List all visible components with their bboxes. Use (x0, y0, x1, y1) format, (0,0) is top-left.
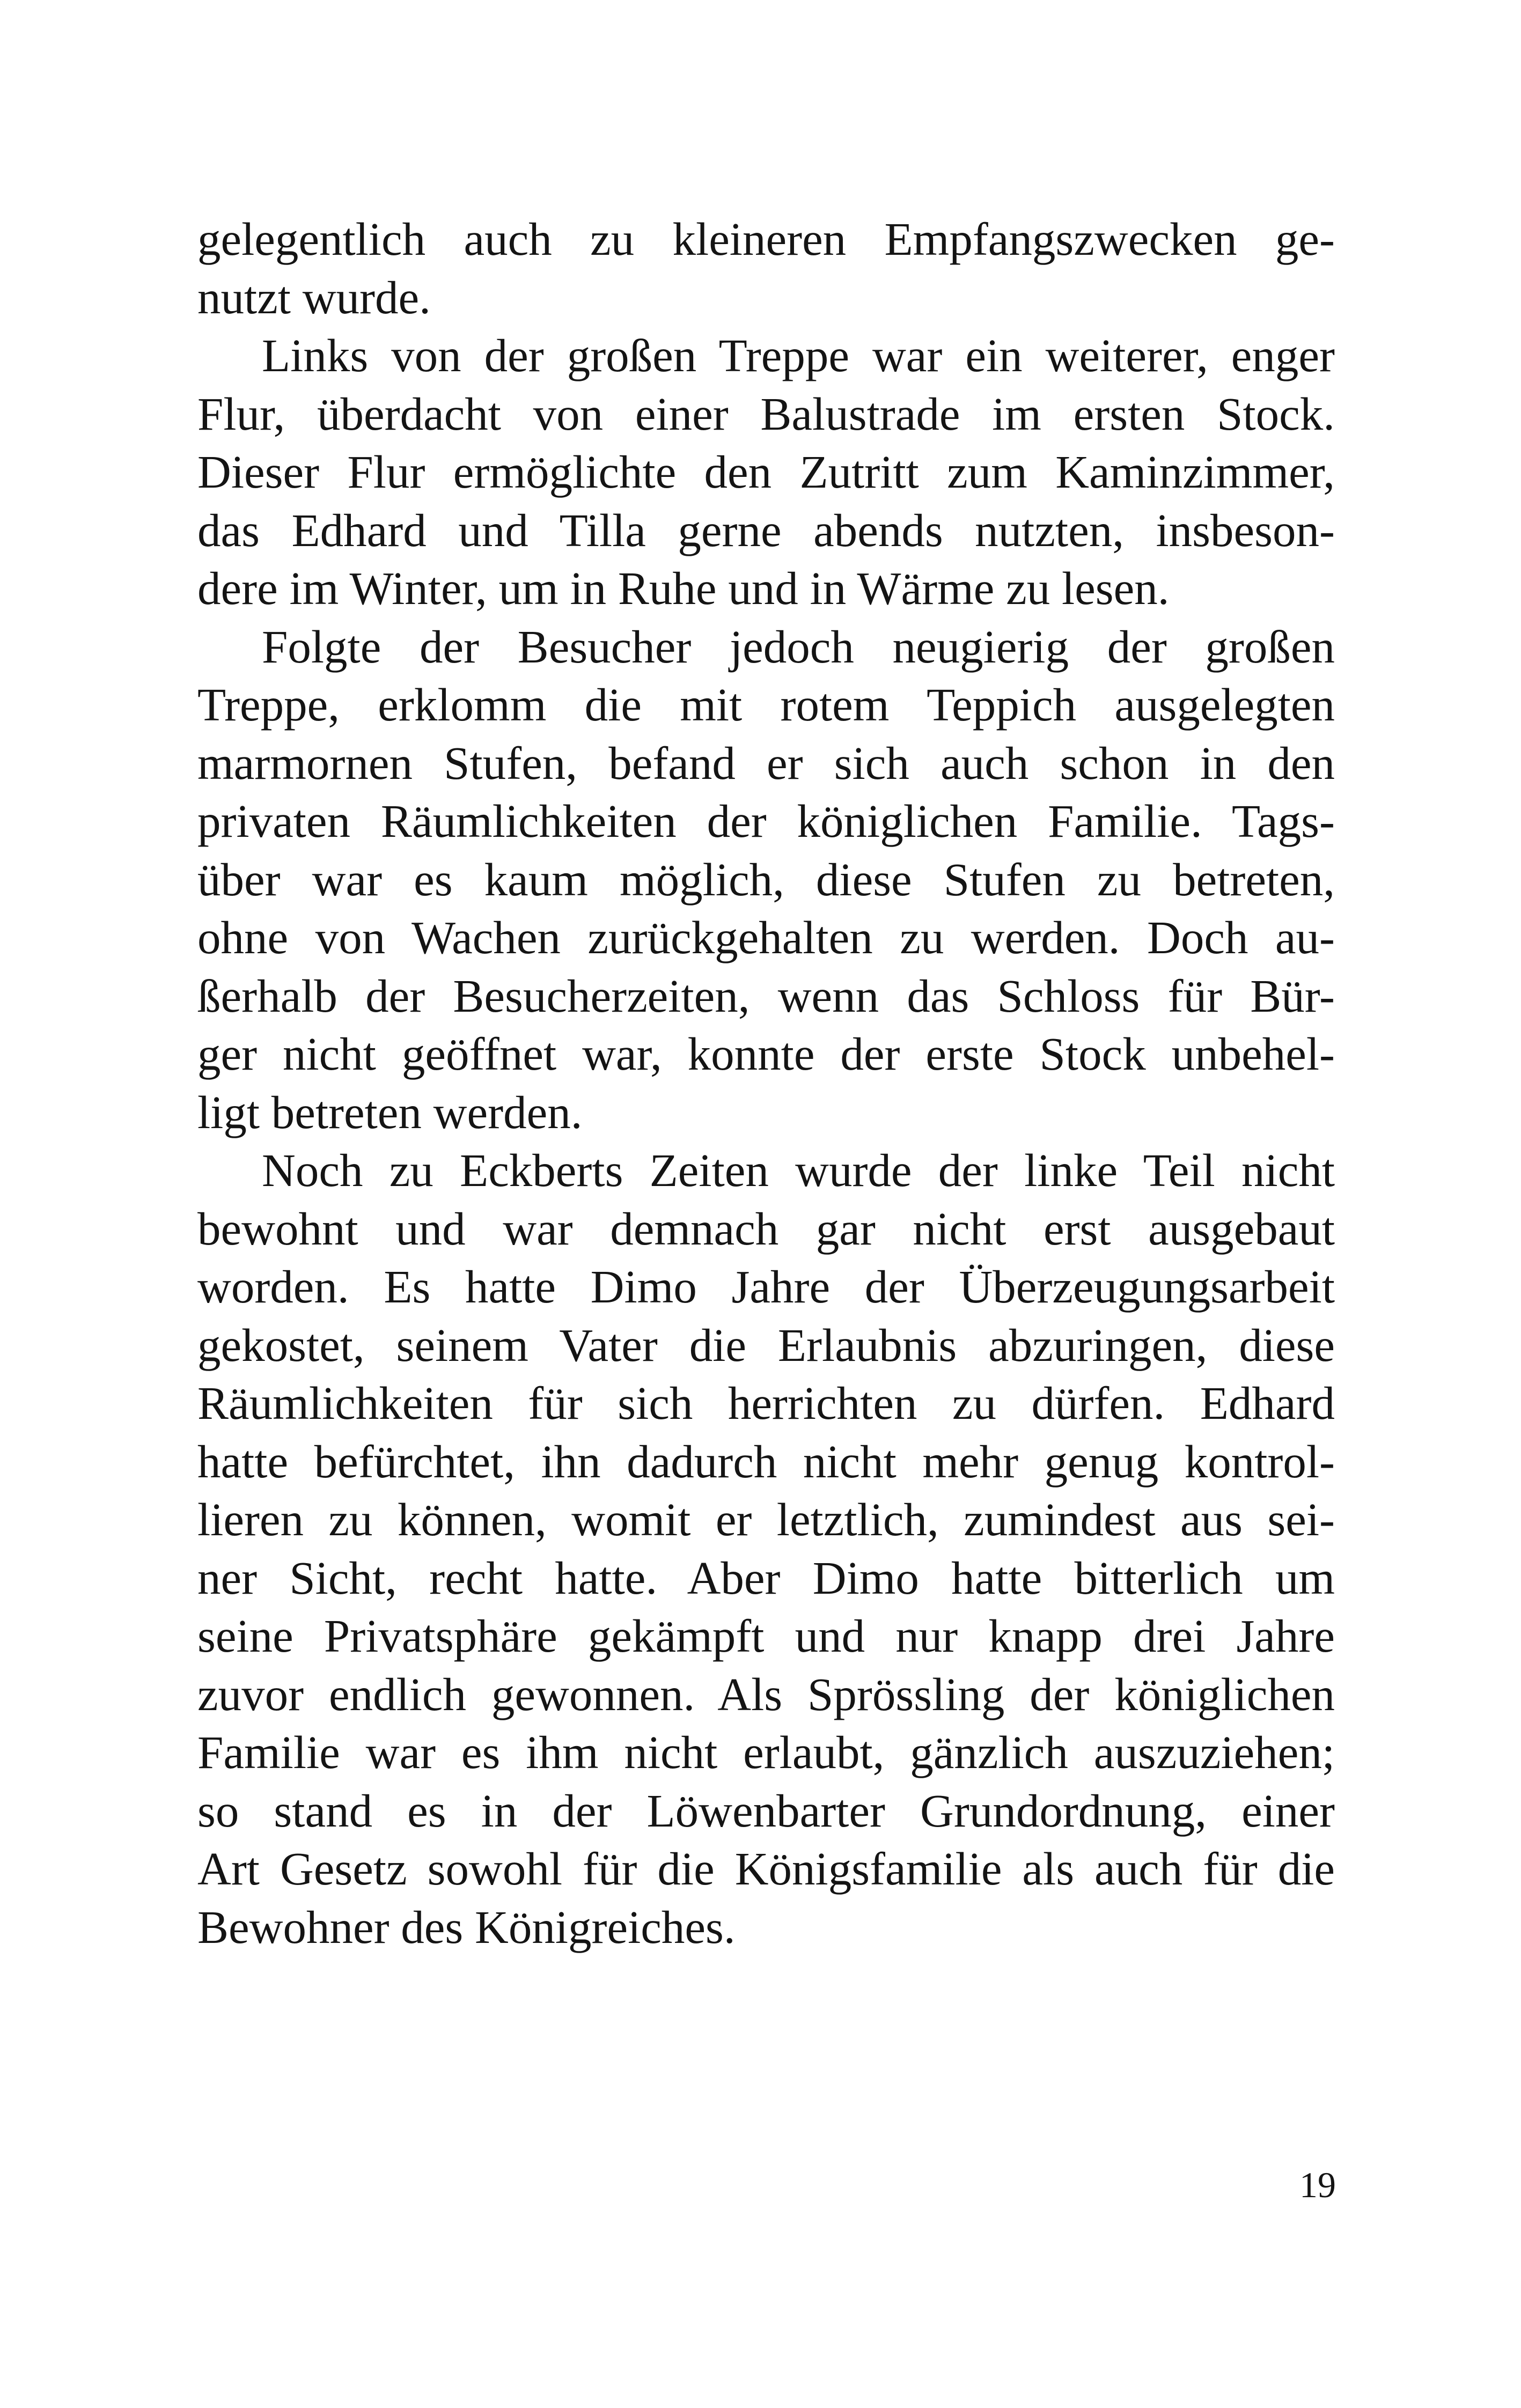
paragraph-line: Treppe, erklomm die mit rotem Teppich ausgelegten (197, 679, 1335, 731)
paragraph-line: Links von der großen Treppe war ein weiterer, enger (262, 329, 1335, 381)
paragraph-line: ohne von Wachen zurückgehalten zu werden. Doch au- (197, 911, 1335, 963)
paragraph-line: lieren zu können, womit er letztlich, zumindest aus sei- (197, 1493, 1335, 1545)
paragraph-line: gekostet, seinem Vater die Erlaubnis abzuringen, diese (197, 1319, 1335, 1371)
paragraph-line: ligt betreten werden. (197, 1086, 583, 1138)
paragraph-line: ßerhalb der Besucherzeiten, wenn das Schloss für Bür- (197, 969, 1335, 1022)
paragraph-line: Dieser Flur ermöglichte den Zutritt zum Kaminzimmer, (197, 446, 1335, 498)
paragraph-line: so stand es in der Löwenbarter Grundordnung, einer (197, 1784, 1335, 1837)
paragraph-line: marmornen Stufen, befand er sich auch schon in den (197, 737, 1335, 789)
paragraph-line: zuvor endlich gewonnen. Als Sprössling der königlichen (197, 1668, 1335, 1720)
paragraph-line: worden. Es hatte Dimo Jahre der Überzeugungsarbeit (197, 1261, 1335, 1313)
paragraph-line: dere im Winter, um in Ruhe und in Wärme zu lesen. (197, 562, 1170, 614)
paragraph-line: Noch zu Eckberts Zeiten wurde der linke Teil nicht (262, 1144, 1335, 1196)
paragraph-line: Familie war es ihm nicht erlaubt, gänzlich auszuziehen; (197, 1726, 1335, 1778)
body-text (197, 210, 1335, 1956)
paragraph-line: ger nicht geöffnet war, konnte der erste Stock unbehel- (197, 1028, 1335, 1080)
paragraph-line: nutzt wurde. (197, 271, 431, 323)
paragraph-line: das Edhard und Tilla gerne abends nutzten, insbeson- (197, 504, 1335, 556)
paragraph-line: Folgte der Besucher jedoch neugierig der großen (262, 620, 1335, 673)
paragraph-line: privaten Räumlichkeiten der königlichen Familie. Tags- (197, 795, 1335, 847)
paragraph-line: bewohnt und war demnach gar nicht erst ausgebaut (197, 1202, 1335, 1255)
paragraph-line: Räumlichkeiten für sich herrichten zu dürfen. Edhard (197, 1377, 1335, 1429)
paragraph-line: über war es kaum möglich, diese Stufen zu betreten, (197, 853, 1335, 905)
paragraph-line: ner Sicht, recht hatte. Aber Dimo hatte bitterlich um (197, 1551, 1335, 1604)
paragraph-line: seine Privatsphäre gekämpft und nur knapp drei Jahre (197, 1610, 1335, 1662)
page-number: 19 (1299, 2164, 1336, 2205)
paragraph-line: hatte befürchtet, ihn dadurch nicht mehr genug kontrol- (197, 1435, 1335, 1487)
paragraph-line: Bewohner des Königreiches. (197, 1901, 736, 1953)
paragraph-line: Art Gesetz sowohl für die Königsfamilie als auch für die (197, 1843, 1335, 1895)
paragraph-line: gelegentlich auch zu kleineren Empfangszwecken ge- (197, 213, 1335, 265)
paragraph-line: Flur, überdacht von einer Balustrade im ersten Stock. (197, 387, 1335, 440)
